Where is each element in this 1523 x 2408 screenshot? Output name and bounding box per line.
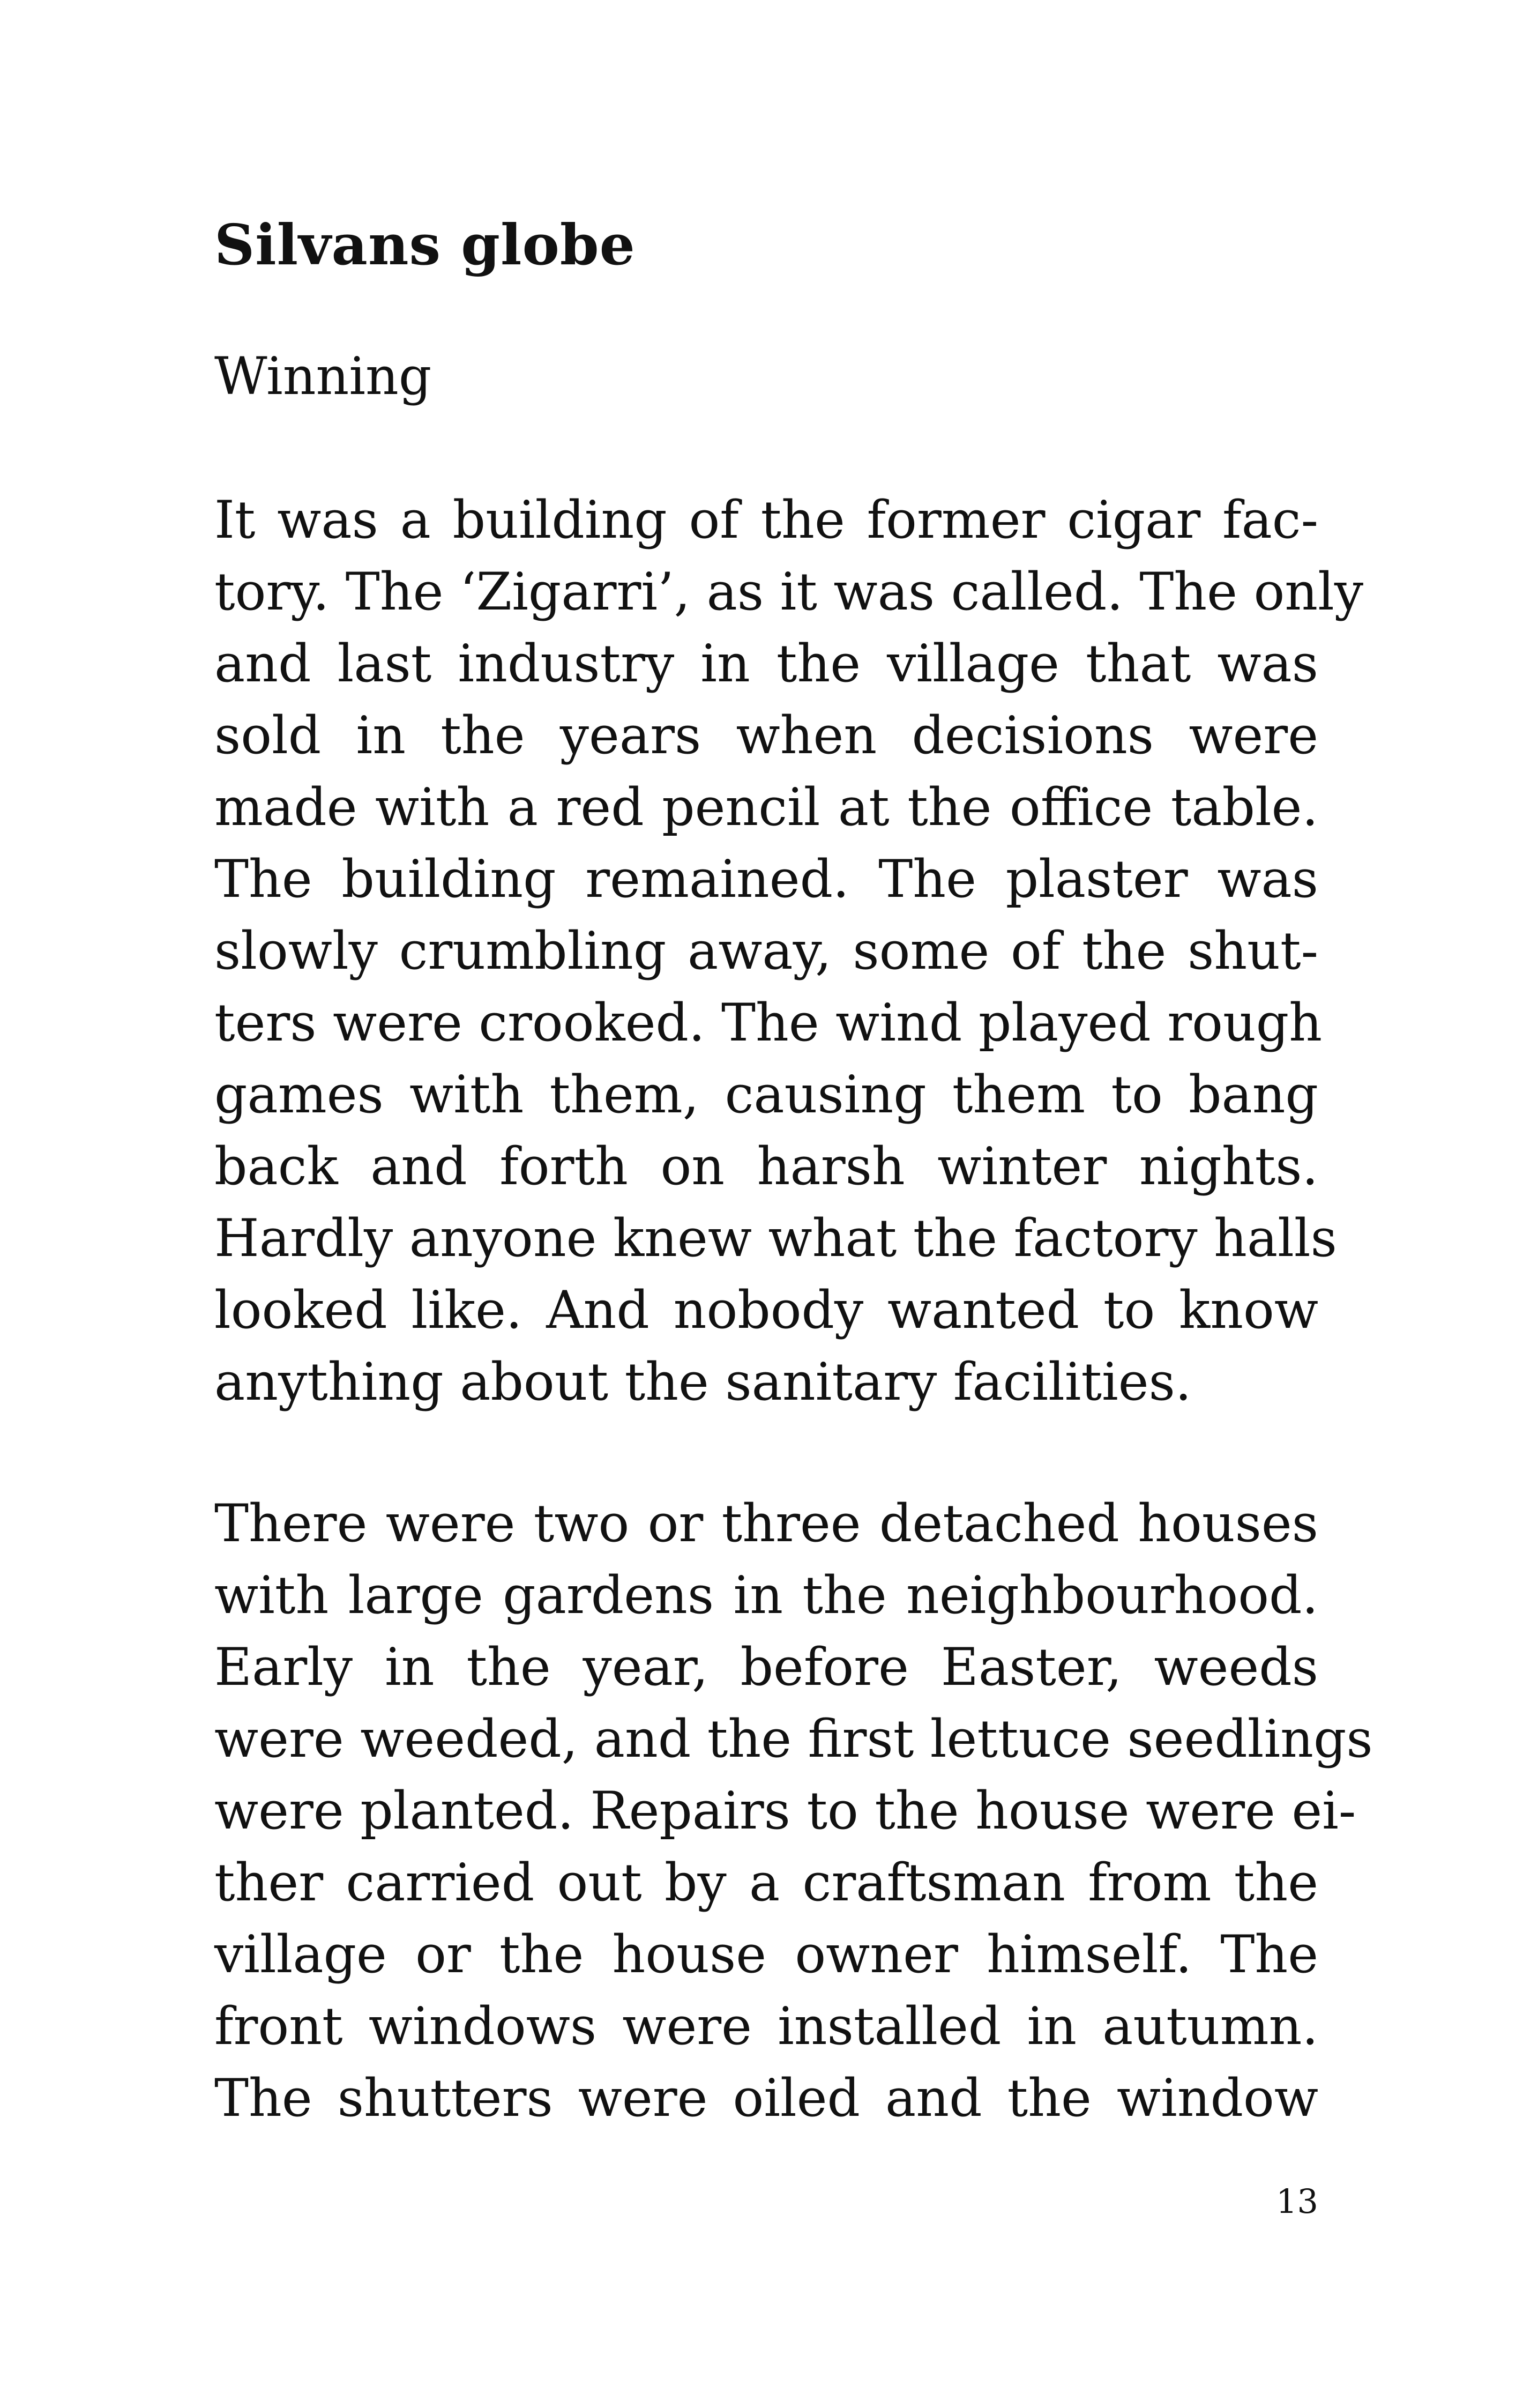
chapter-subtitle: Winning (214, 346, 432, 406)
paragraph-2 (214, 1488, 1373, 2134)
text-line: Early in the year, before Easter, weeds (214, 1637, 1318, 1697)
text-line: Hardly anyone knew what the factory halls (214, 1208, 1337, 1268)
text-line: were weeded, and the first lettuce seedlings (214, 1709, 1373, 1769)
text-line: anything about the sanitary facilities. (214, 1352, 1192, 1412)
chapter-title: Silvans globe (214, 212, 636, 278)
text-line: with large gardens in the neighbourhood. (214, 1565, 1318, 1625)
text-line: The shutters were oiled and the window (214, 2068, 1318, 2128)
text-line: back and forth on harsh winter nights. (214, 1136, 1318, 1196)
text-line: looked like. And nobody wanted to know (214, 1280, 1318, 1340)
text-line: village or the house owner himself. The (214, 1924, 1318, 1985)
text-line: There were two or three detached houses (214, 1493, 1318, 1554)
text-line: tory. The ‘Zigarri’, as it was called. The only (214, 562, 1364, 622)
text-line: sold in the years when decisions were (214, 705, 1318, 765)
text-line: games with them, causing them to bang (214, 1065, 1318, 1125)
page-number: 13 (1276, 2182, 1318, 2221)
paragraph-1 (214, 484, 1364, 1418)
text-line: ters were crooked. The wind played rough (214, 993, 1323, 1053)
text-line: ther carried out by a craftsman from the (214, 1853, 1318, 1913)
text-line: made with a red pencil at the office table. (214, 777, 1318, 837)
text-line: slowly crumbling away, some of the shut- (214, 921, 1318, 981)
text-line: and last industry in the village that was (214, 634, 1318, 694)
text-line: front windows were installed in autumn. (214, 1996, 1318, 2056)
text-line: It was a building of the former cigar fac- (214, 490, 1318, 550)
text-line: The building remained. The plaster was (214, 849, 1318, 909)
text-line: were planted. Repairs to the house were ei- (214, 1781, 1356, 1841)
